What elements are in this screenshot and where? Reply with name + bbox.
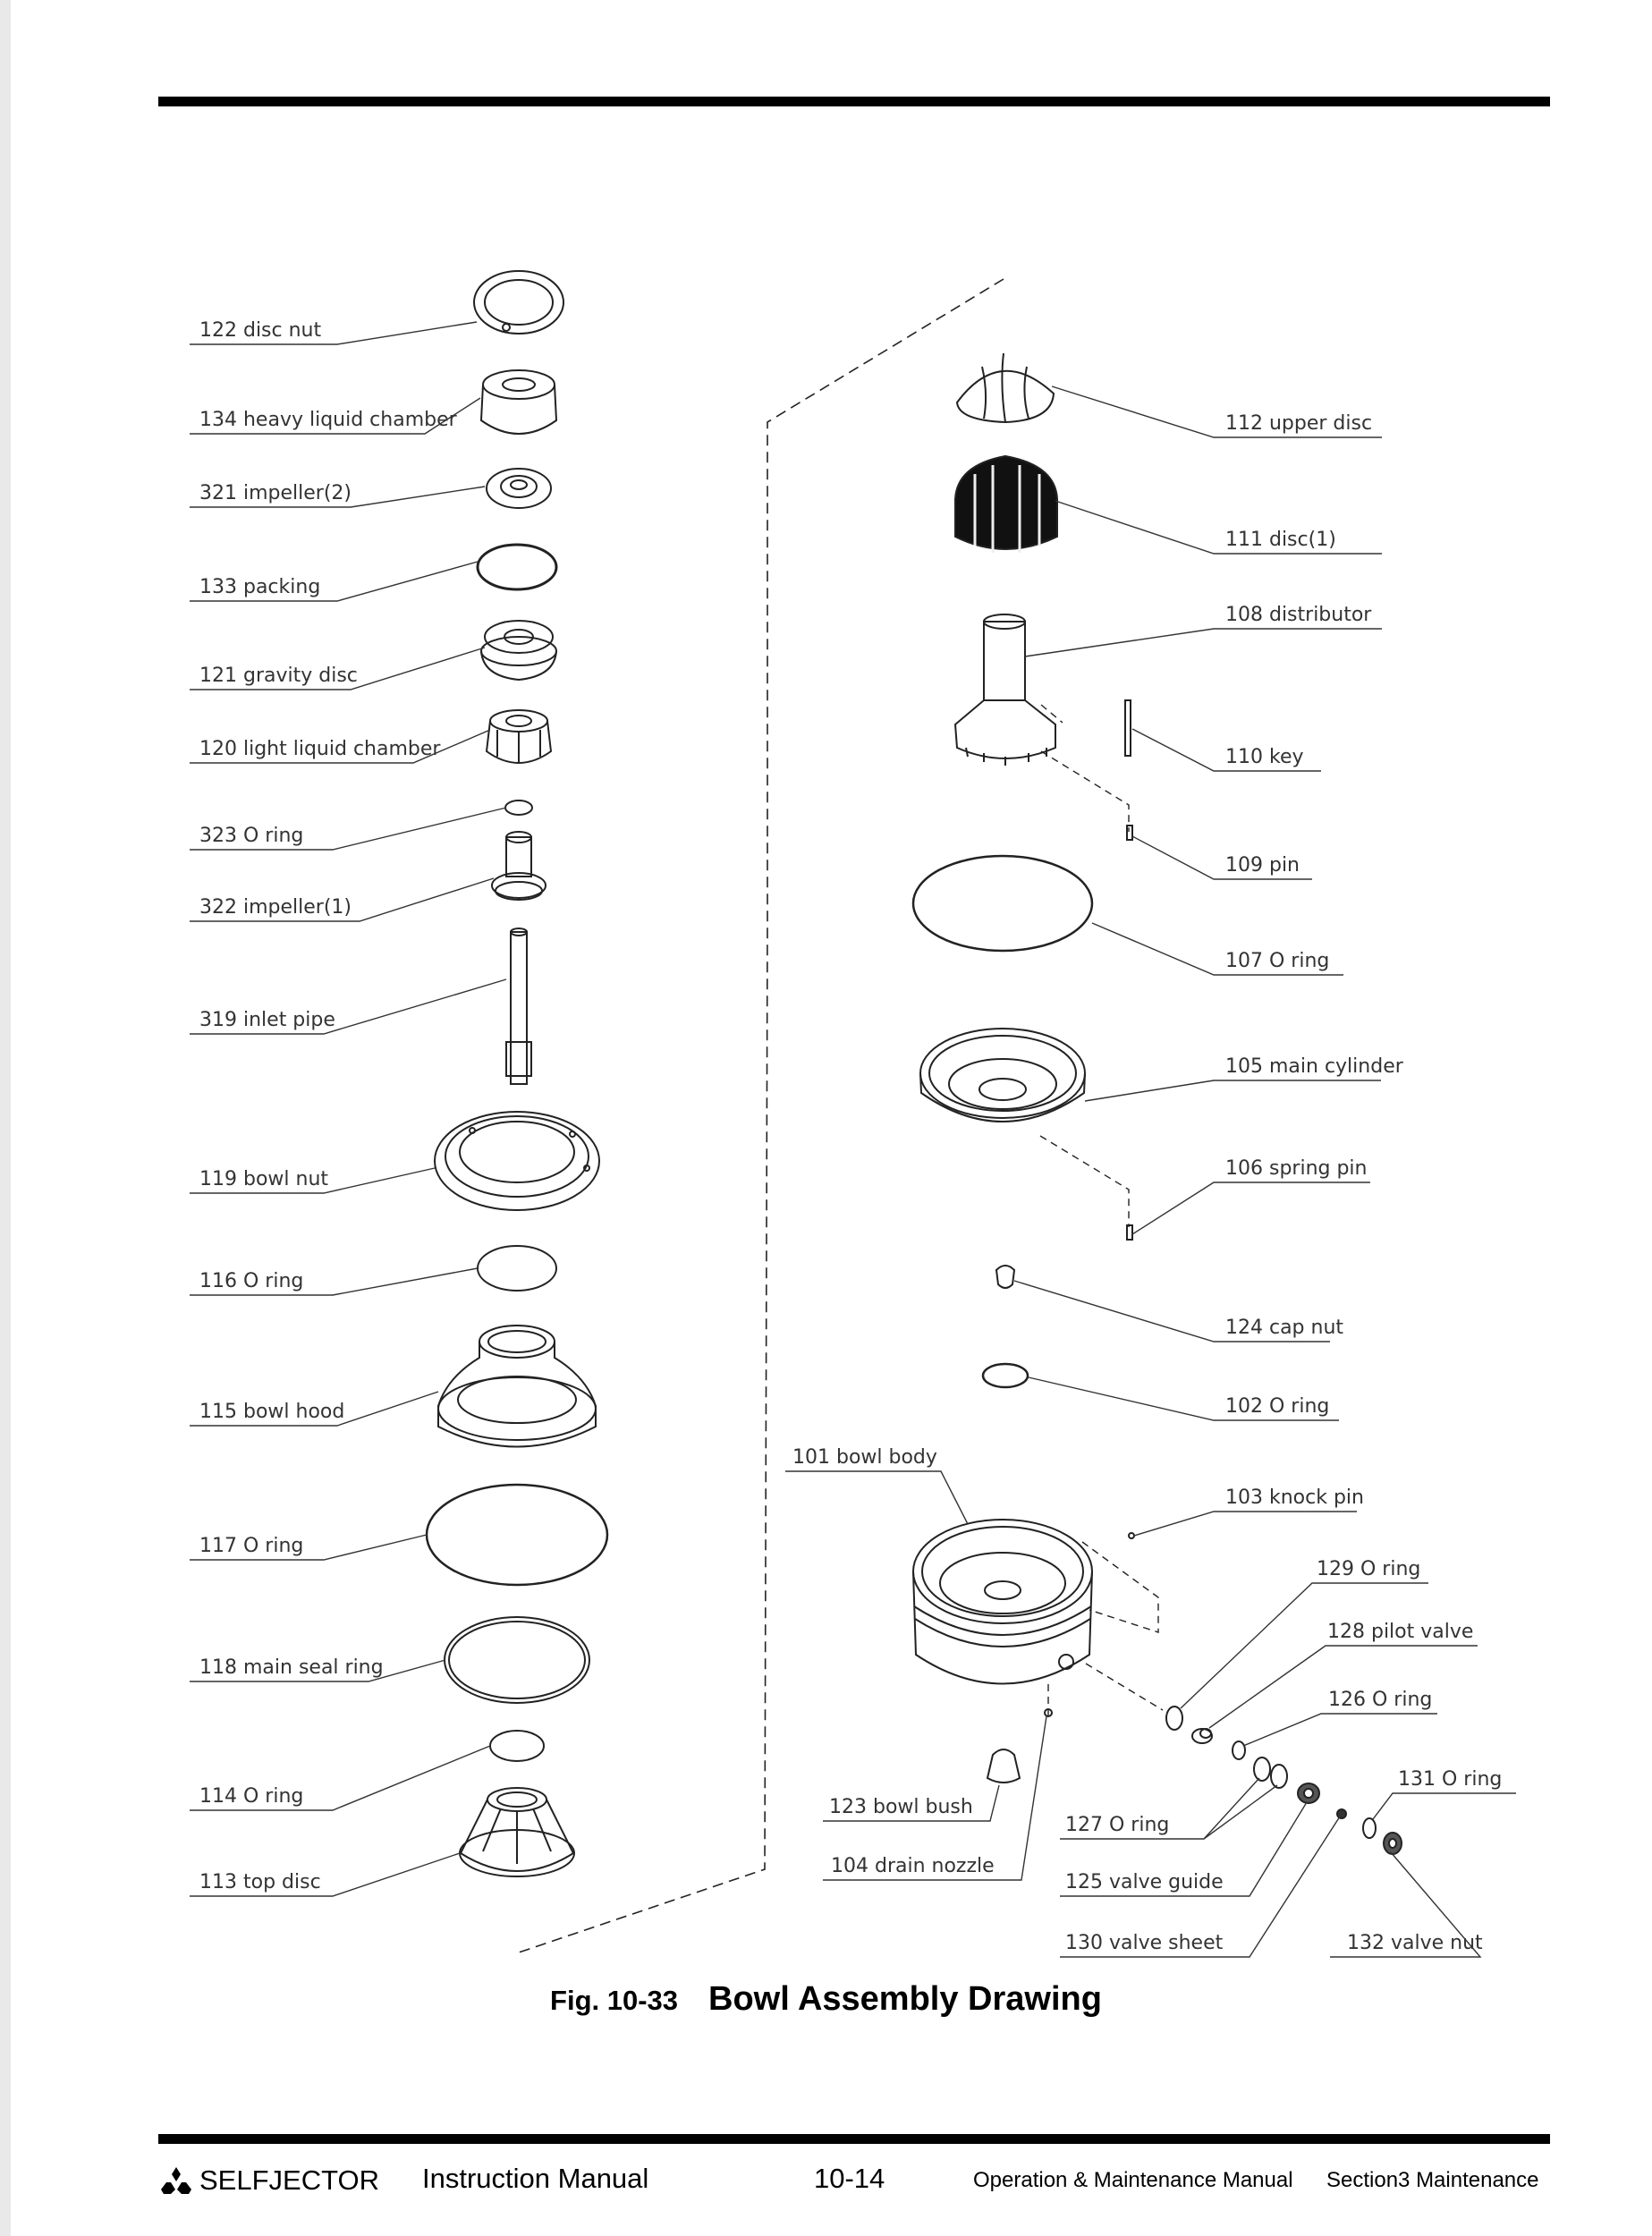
- label-323: 323 O ring: [199, 825, 304, 847]
- label-108: 108 distributor: [1225, 604, 1372, 626]
- label-133: 133 packing: [199, 576, 321, 598]
- part-118-main-seal-ring: [445, 1617, 589, 1703]
- label-122: 122 disc nut: [199, 319, 322, 342]
- part-117-o-ring: [427, 1485, 607, 1585]
- part-131-o-ring: [1363, 1818, 1376, 1838]
- footer-manual-title: Instruction Manual: [422, 2163, 649, 2194]
- label-128: 128 pilot valve: [1327, 1621, 1474, 1643]
- label-120: 120 light liquid chamber: [199, 738, 441, 760]
- label-118: 118 main seal ring: [199, 1656, 384, 1679]
- part-110-key: [1125, 700, 1131, 756]
- label-130: 130 valve sheet: [1065, 1932, 1224, 1954]
- label-322: 322 impeller(1): [199, 896, 352, 919]
- label-131: 131 O ring: [1398, 1768, 1503, 1791]
- part-127-o-ring: [1254, 1757, 1270, 1781]
- part-101-bowl-body: [913, 1520, 1092, 1684]
- label-119: 119 bowl nut: [199, 1168, 329, 1190]
- label-104: 104 drain nozzle: [831, 1855, 995, 1877]
- part-323-o-ring: [505, 800, 532, 815]
- part-109-pin: [1127, 826, 1132, 840]
- part-126-o-ring: [1233, 1741, 1245, 1759]
- label-132: 132 valve nut: [1347, 1932, 1483, 1954]
- part-120-light-liquid-chamber: [487, 710, 551, 763]
- figure-title: Bowl Assembly Drawing: [708, 1980, 1102, 2018]
- part-322-impeller-1: [492, 832, 546, 900]
- label-121: 121 gravity disc: [199, 665, 358, 687]
- part-132-valve-nut: [1384, 1833, 1402, 1854]
- part-321-impeller-2: [487, 469, 551, 508]
- part-125-valve-guide: [1298, 1783, 1319, 1803]
- label-127: 127 O ring: [1065, 1814, 1170, 1836]
- part-113-top-disc: [460, 1788, 574, 1876]
- part-112-upper-disc: [957, 353, 1054, 422]
- label-125: 125 valve guide: [1065, 1871, 1224, 1893]
- assembly-dashed-path: [519, 279, 1004, 1952]
- part-116-o-ring: [478, 1246, 556, 1291]
- label-114: 114 O ring: [199, 1785, 304, 1808]
- figure-caption: [0, 1980, 1652, 2019]
- footer-page-number: 10-14: [814, 2163, 885, 2194]
- label-134: 134 heavy liquid chamber: [199, 409, 457, 431]
- footer-document-title: Operation & Maintenance Manual: [973, 2168, 1293, 2192]
- part-133-packing: [478, 545, 556, 589]
- brand-name: SELFJECTOR: [199, 2164, 379, 2196]
- part-122-disc-nut: [474, 271, 563, 334]
- label-113: 113 top disc: [199, 1871, 321, 1893]
- label-110: 110 key: [1225, 746, 1304, 768]
- part-115-bowl-hood: [438, 1326, 596, 1447]
- label-105: 105 main cylinder: [1225, 1055, 1403, 1078]
- label-102: 102 O ring: [1225, 1395, 1330, 1418]
- part-124-cap-nut: [996, 1266, 1014, 1288]
- part-107-o-ring: [913, 856, 1092, 951]
- part-134-heavy-liquid-chamber: [481, 370, 556, 434]
- label-321: 321 impeller(2): [199, 482, 352, 504]
- part-123-bowl-bush: [987, 1749, 1020, 1783]
- label-124: 124 cap nut: [1225, 1317, 1344, 1339]
- figure-number: Fig. 10-33: [550, 1985, 679, 2016]
- label-129: 129 O ring: [1317, 1558, 1421, 1580]
- part-121-gravity-disc: [481, 621, 556, 680]
- part-114-o-ring: [490, 1731, 544, 1761]
- label-126: 126 O ring: [1328, 1689, 1433, 1711]
- bowl-body-dashed-guide: [1048, 1542, 1163, 1717]
- part-102-o-ring: [983, 1364, 1028, 1387]
- label-107: 107 O ring: [1225, 950, 1330, 972]
- footer-section: Section3 Maintenance: [1326, 2168, 1539, 2192]
- label-112: 112 upper disc: [1225, 412, 1373, 435]
- label-101: 101 bowl body: [792, 1446, 937, 1469]
- footer-rule: [158, 2134, 1550, 2144]
- part-130-valve-sheet: [1337, 1809, 1346, 1818]
- part-119-bowl-nut: [435, 1112, 599, 1210]
- part-129-o-ring: [1166, 1707, 1182, 1730]
- part-127-o-ring-pair: [1271, 1765, 1287, 1788]
- footer-brand: [158, 2163, 379, 2198]
- label-103: 103 knock pin: [1225, 1486, 1364, 1509]
- label-123: 123 bowl bush: [829, 1796, 973, 1818]
- part-111-disc-1: [955, 456, 1057, 553]
- label-111: 111 disc(1): [1225, 529, 1336, 551]
- label-117: 117 O ring: [199, 1535, 304, 1557]
- label-116: 116 O ring: [199, 1270, 304, 1292]
- part-106-spring-pin: [1127, 1225, 1132, 1240]
- label-109: 109 pin: [1225, 854, 1300, 877]
- three-diamonds-logo-icon: [158, 2166, 194, 2195]
- part-105-main-cylinder: [920, 1029, 1085, 1122]
- part-128-pilot-valve: [1192, 1729, 1212, 1743]
- label-115: 115 bowl hood: [199, 1401, 345, 1423]
- part-103-knock-pin: [1129, 1533, 1134, 1538]
- part-319-inlet-pipe: [506, 928, 531, 1084]
- label-106: 106 spring pin: [1225, 1157, 1368, 1180]
- main-cylinder-dashed-guide: [1040, 1136, 1129, 1227]
- part-108-distributor: [955, 614, 1055, 766]
- label-319: 319 inlet pipe: [199, 1009, 335, 1031]
